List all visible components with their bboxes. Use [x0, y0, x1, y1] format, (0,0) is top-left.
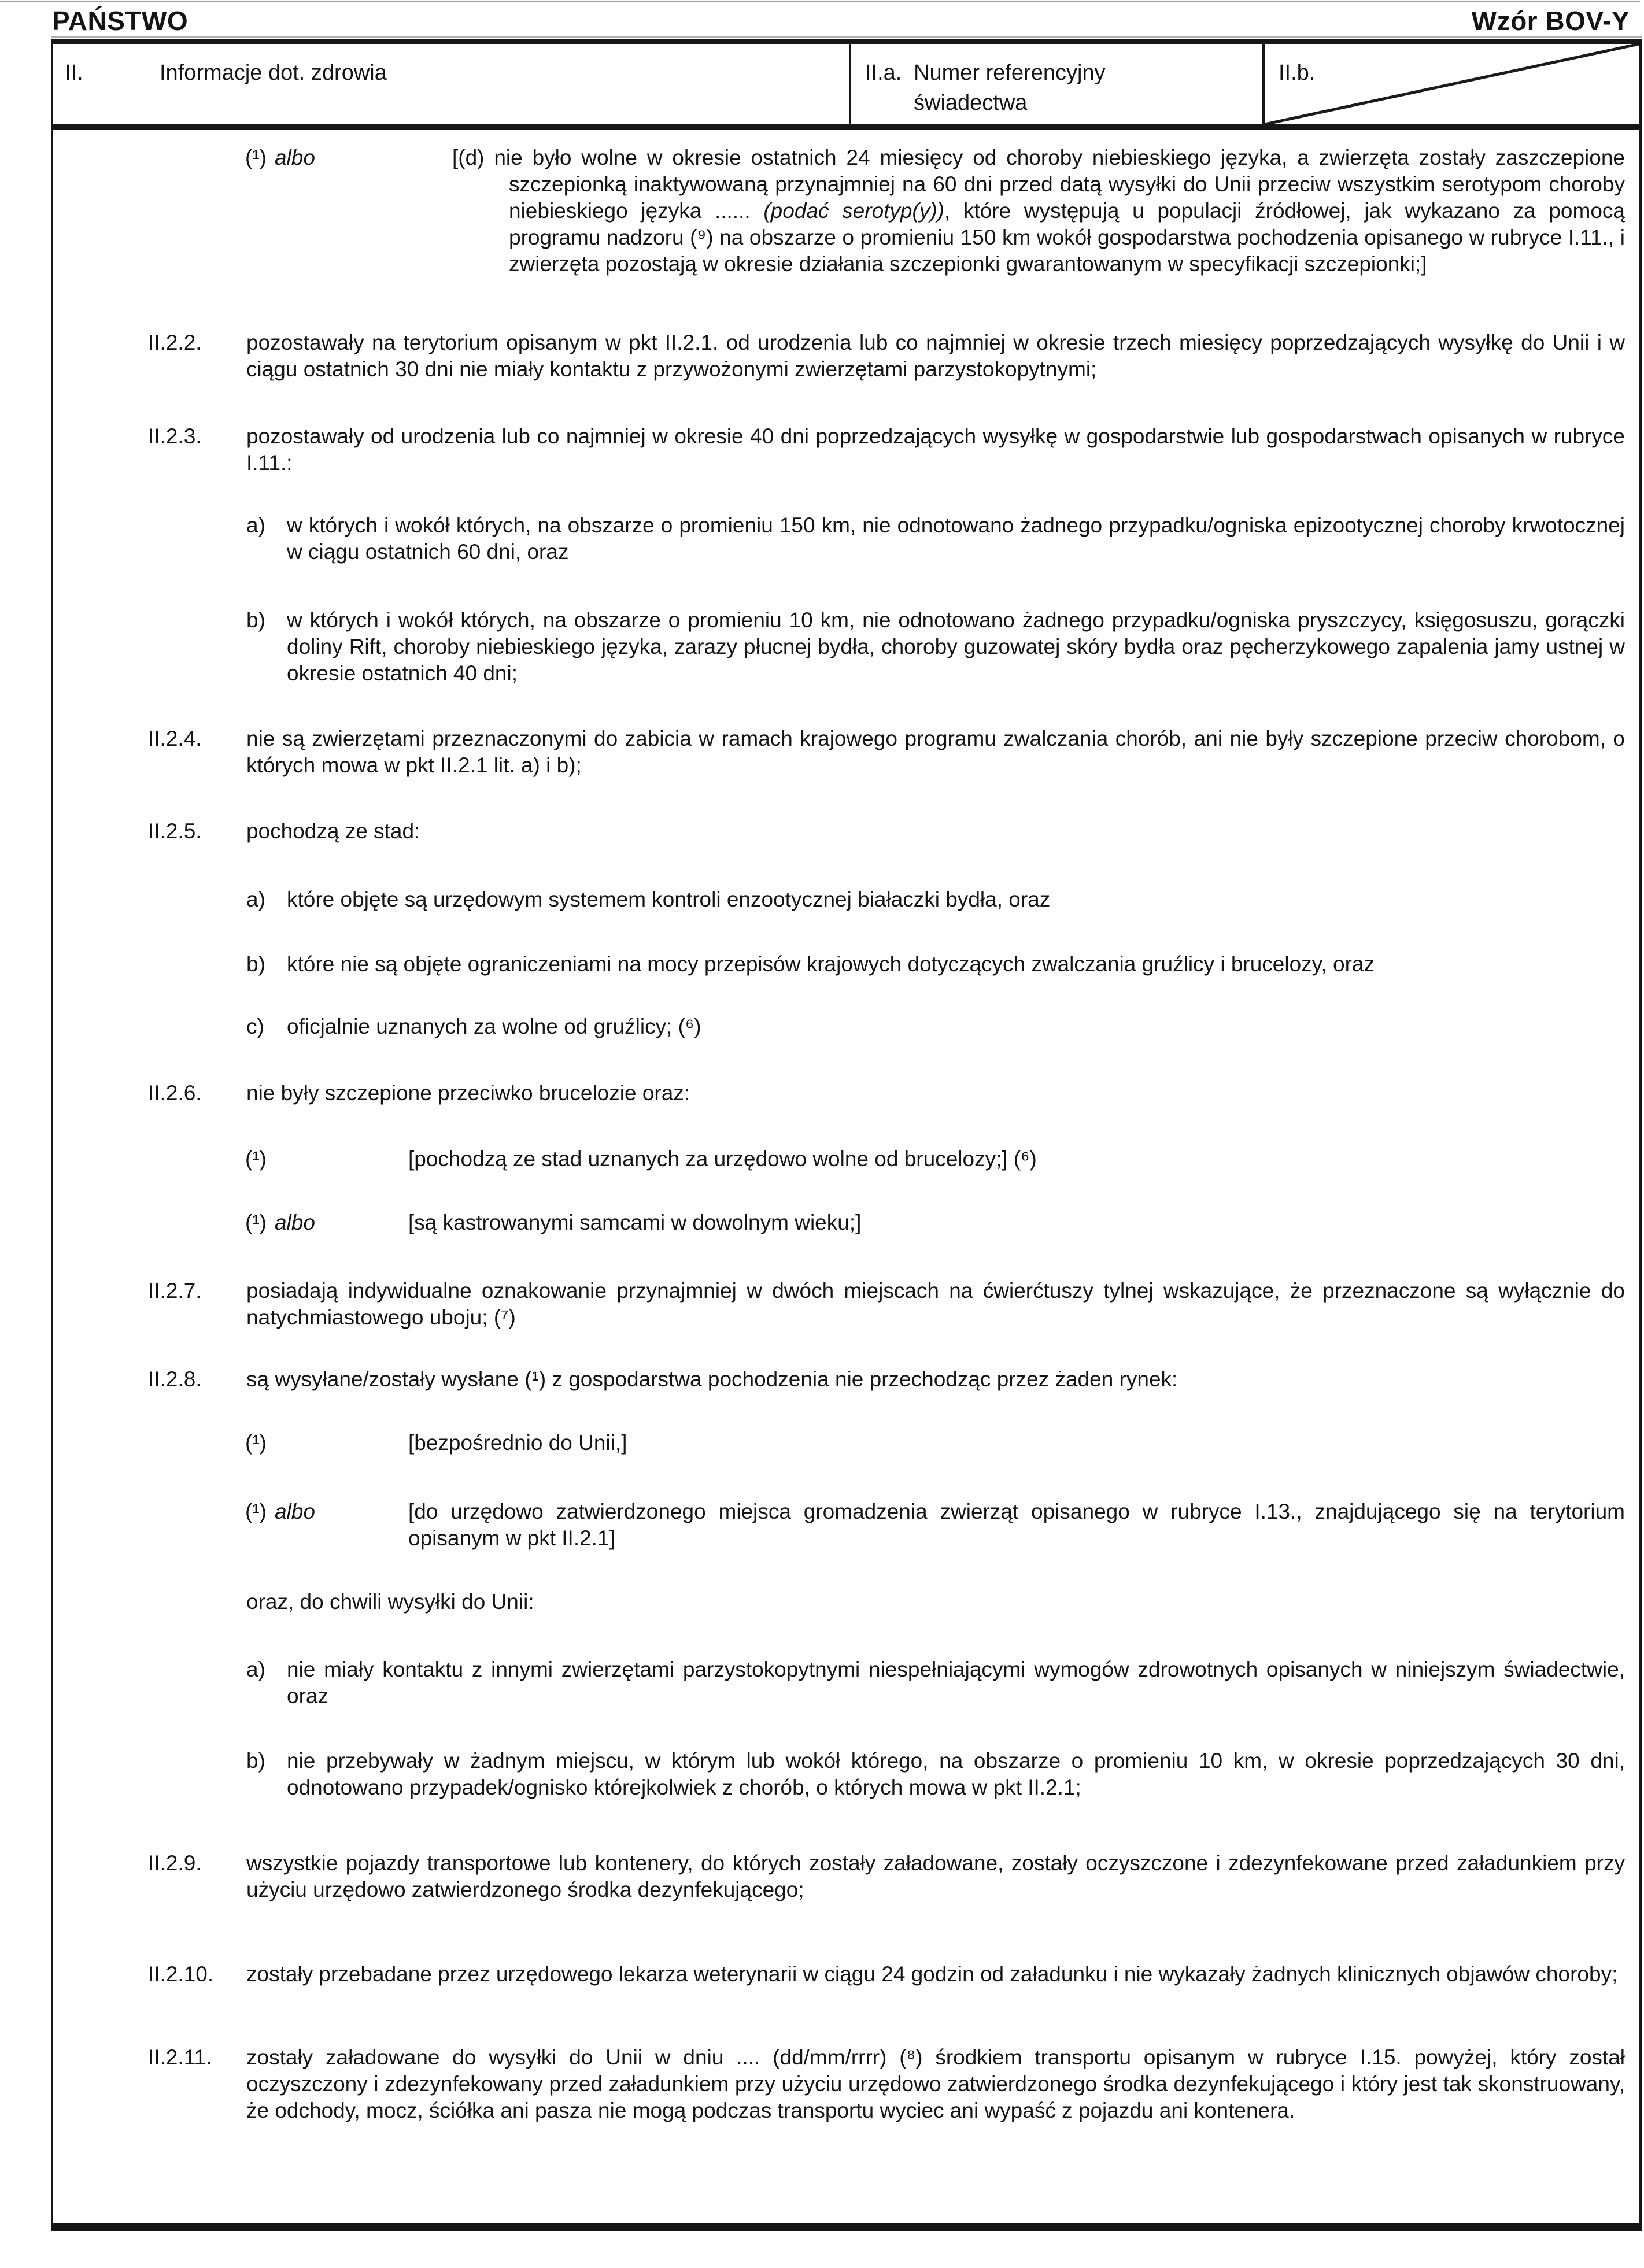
item-number: II.2.6.	[148, 1081, 202, 1105]
item-ii-2-6	[148, 1080, 1625, 1107]
item-number: II.2.3.	[148, 424, 202, 448]
item-text	[246, 1080, 1625, 1107]
country-label: PAŃSTWO	[52, 6, 189, 36]
item-text	[287, 1656, 1625, 1710]
item-text	[452, 145, 1625, 278]
clause-marker	[245, 1430, 408, 1456]
item-ii-2-10	[148, 1961, 1625, 1988]
item-ii-2-3	[148, 423, 1625, 476]
item-text	[287, 1748, 1625, 1801]
item-text	[246, 726, 1625, 779]
sub-item-a	[246, 1656, 1625, 1710]
item-text	[246, 1278, 1625, 1331]
text-segment: nie przebywały w żadnym miejscu, w którym lub wokół którego, na obszarze o promieniu 10 km, w okresie poprzedzających 30 dni, odnotowano przypadek/ognisko którejkolwiek z chorób, o których mowa w pkt II.2.1;	[287, 1749, 1625, 1799]
item-text	[408, 1499, 1625, 1552]
header-cell-reference-number	[849, 44, 1262, 124]
alternative-clause	[245, 1430, 1625, 1456]
masthead	[52, 6, 1630, 36]
text-segment: w których i wokół których, na obszarze o promieniu 150 km, nie odnotowano żadnego przypadku/ogniska epizootycznej choroby krwotocznej w ciągu ostatnich 60 dni, oraz	[287, 513, 1625, 564]
text-segment: nie miały kontaktu z innymi zwierzętami parzystokopytnymi niespełniającymi wymogów zdrowotnych opisanych w niniejszym świadectwie, oraz	[287, 1657, 1625, 1708]
text-segment: pozostawały na terytorium opisanym w pkt II.2.1. od urodzenia lub co najmniej w okresie trzech miesięcy poprzedzających wysyłkę do Unii i w ciągu ostatnich 30 dni nie miały kontaktu z przywożonymi zwierzętami parzystokopytnymi;	[246, 331, 1625, 381]
item-text	[287, 1013, 1625, 1040]
text-segment: oraz, do chwili wysyłki do Unii:	[246, 1590, 534, 1614]
sub-item-letter: b)	[246, 952, 265, 976]
item-text	[287, 512, 1625, 565]
text-segment: zostały przebadane przez urzędowego lekarza weterynarii w ciągu 24 godzin od załadunku i nie wykazały żadnych klinicznych objawów choroby;	[246, 1962, 1618, 1986]
sub-item-letter: c)	[246, 1015, 264, 1038]
text-segment: które nie są objęte ograniczeniami na mocy przepisów krajowych dotyczących zwalczania gruźlicy i brucelozy, oraz	[287, 952, 1375, 976]
item-ii-2-5	[148, 818, 1625, 845]
alternative-clause	[245, 1499, 1625, 1552]
alternative-clause	[245, 1146, 1625, 1172]
part-iia-number: II.a.	[865, 61, 902, 85]
italic-note: (podać serotyp(y))	[763, 199, 944, 223]
table-header-row	[53, 44, 1639, 130]
part-iia-label: Numer referencyjny świadectwa	[914, 61, 1106, 115]
item-ii-2-7	[148, 1278, 1625, 1331]
footnote-reference: (¹)	[245, 1500, 267, 1523]
certificate-body	[53, 145, 1639, 2124]
text-segment: są wysyłane/zostały wysłane (¹) z gospodarstwa pochodzenia nie przechodząc przez żaden rynek:	[246, 1367, 1178, 1391]
albo-label: albo	[274, 1500, 315, 1523]
item-number: II.2.4.	[148, 727, 202, 750]
part-ii-number: II.	[65, 61, 83, 85]
albo-label: albo	[274, 146, 315, 169]
text-segment: pozostawały od urodzenia lub co najmniej w okresie 40 dni poprzedzających wysyłkę w gospodarstwie lub gospodarstwach opisanych w rubryce I.11.:	[246, 424, 1625, 475]
diagonal-strikethrough-line	[1265, 44, 1639, 124]
alternative-clause	[245, 145, 1625, 278]
header-cell-health-information	[53, 44, 849, 124]
text-segment: [do urzędowo zatwierdzonego miejsca gromadzenia zwierząt opisanego w rubryce I.13., znajdującego się na terytorium opisanym w pkt II.2.1]	[408, 1500, 1625, 1550]
alternative-clause	[245, 1209, 1625, 1236]
header-cell-iib	[1262, 44, 1639, 124]
sub-item-letter: a)	[246, 513, 265, 537]
text-segment: wszystkie pojazdy transportowe lub kontenery, do których zostały załadowane, zostały oczyszczone i zdezynfekowane przed załadunkiem przy użyciu urzędowo zatwierdzonego środka dezynfekującego;	[246, 1851, 1625, 1901]
text-segment: zostały załadowane do wysyłki do Unii w dniu .... (dd/mm/rrrr) (⁸) środkiem transportu opisanym w rubryce I.15. powyżej, który został oczyszczony i zdezynfekowany przed załadunkiem przy użyciu urzędowo zatwierdzonego środka dezynfekującego i który jest tak skonstruowany, że odchody, mocz, ściółka ani pasza nie mogą podczas transportu wyciec ani wypaść z pojazdu ani kontenera.	[246, 2045, 1625, 2122]
item-text	[246, 330, 1625, 383]
item-text	[287, 607, 1625, 687]
text-segment: pochodzą ze stad:	[246, 819, 420, 843]
item-number: II.2.5.	[148, 819, 202, 843]
text-segment: posiadają indywidualne oznakowanie przynajmniej w dwóch miejscach na ćwierćtuszy tylnej wskazujące, że przeznaczone są wyłącznie do natychmiastowego uboju; (⁷)	[246, 1279, 1625, 1329]
item-text	[246, 1366, 1625, 1393]
item-text	[246, 818, 1625, 845]
text-segment: , które występują u populacji źródłowej, jak wykazano za pomocą programu nadzoru (⁹) na obszarze o promieniu 150 km wokół gospodarstwa pochodzenia opisanego w rubryce I.11., i zwierzęta pozostają w okresie działania szczepionki gwarantowanym w specyfikacji szczepionki;]	[509, 199, 1625, 276]
item-text	[287, 951, 1625, 978]
item-ii-2-2	[148, 330, 1625, 383]
item-number: II.2.11.	[148, 2045, 212, 2069]
text-segment: [są kastrowanymi samcami w dowolnym wieku;]	[408, 1211, 862, 1234]
sub-item-a	[246, 886, 1625, 913]
sub-item-letter: a)	[246, 1657, 265, 1681]
item-text	[287, 886, 1625, 913]
item-ii-2-9	[148, 1850, 1625, 1903]
model-label: Wzór BOV-Y	[1471, 6, 1630, 36]
item-number: II.2.10.	[148, 1962, 214, 1986]
item-text	[246, 1589, 1625, 1615]
text-segment: które objęte są urzędowym systemem kontroli enzootycznej białaczki bydła, oraz	[287, 887, 1051, 911]
text-segment: nie są zwierzętami przeznaczonymi do zabicia w ramach krajowego programu zwalczania chorób, ani nie były szczepione przeciw chorobom, o których mowa w pkt II.2.1 lit. a) i b);	[246, 727, 1625, 777]
text-line	[246, 1589, 1625, 1615]
item-text	[408, 1430, 1625, 1456]
item-number: II.2.2.	[148, 331, 202, 354]
sub-item-letter: b)	[246, 1749, 265, 1773]
clause-marker	[245, 1209, 408, 1236]
sub-item-letter: b)	[246, 608, 265, 632]
sub-item-b	[246, 951, 1625, 978]
item-ii-2-4	[148, 726, 1625, 779]
text-segment: oficjalnie uznanych za wolne od gruźlicy; (⁶)	[287, 1015, 701, 1038]
footnote-reference: (¹)	[245, 1211, 267, 1234]
item-ii-2-8	[148, 1366, 1625, 1393]
sub-item-b	[246, 607, 1625, 687]
item-number: II.2.8.	[148, 1367, 202, 1391]
text-segment: [(d) nie było wolne w okresie ostatnich 24 miesięcy od choroby niebieskiego języka, a zwierzęta zostały zaszczepione szczepionką inaktywowaną przynajmniej na 60 dni przed datą wysyłki do Unii przeciw wszystkim serotypom choroby niebieskiego języka ......	[452, 146, 1625, 223]
item-text	[246, 423, 1625, 476]
sub-item-letter: a)	[246, 887, 265, 911]
text-segment: [pochodzą ze stad uznanych za urzędowo wolne od brucelozy;] (⁶)	[408, 1147, 1037, 1171]
item-text	[408, 1209, 1625, 1236]
part-iib-number: II.b.	[1279, 61, 1316, 85]
text-segment: nie były szczepione przeciwko brucelozie oraz:	[246, 1081, 690, 1105]
item-number: II.2.9.	[148, 1851, 202, 1875]
part-ii-label: Informacje dot. zdrowia	[160, 61, 387, 85]
item-text	[246, 2044, 1625, 2124]
text-segment: w których i wokół których, na obszarze o promieniu 10 km, nie odnotowano żadnego przypadku/ogniska pryszczycy, księgosuszu, gorączki doliny Rift, choroby niebieskiego języka, zarazy płucnej bydła, choroby guzowatej skóry bydła oraz pęcherzykowego zapalenia jamy ustnej w okresie ostatnich 40 dni;	[287, 608, 1625, 685]
sub-item-a	[246, 512, 1625, 565]
item-text	[246, 1961, 1625, 1988]
albo-label: albo	[274, 1211, 315, 1234]
item-ii-2-11	[148, 2044, 1625, 2124]
footnote-reference: (¹)	[245, 1147, 267, 1171]
item-text	[246, 1850, 1625, 1903]
text-segment: [bezpośrednio do Unii,]	[408, 1431, 627, 1455]
item-number: II.2.7.	[148, 1279, 202, 1303]
sub-item-c	[246, 1013, 1625, 1040]
table-top-thin-rule	[51, 36, 1642, 38]
certificate-table-frame	[51, 39, 1642, 2231]
page-top-scan-line	[0, 1, 1640, 2]
clause-marker	[245, 145, 452, 171]
clause-marker	[245, 1499, 408, 1525]
item-text	[408, 1146, 1625, 1172]
footnote-reference: (¹)	[245, 146, 267, 169]
footnote-reference: (¹)	[245, 1431, 267, 1455]
sub-item-b	[246, 1748, 1625, 1801]
certificate-table	[51, 36, 1642, 2231]
clause-marker	[245, 1146, 408, 1172]
